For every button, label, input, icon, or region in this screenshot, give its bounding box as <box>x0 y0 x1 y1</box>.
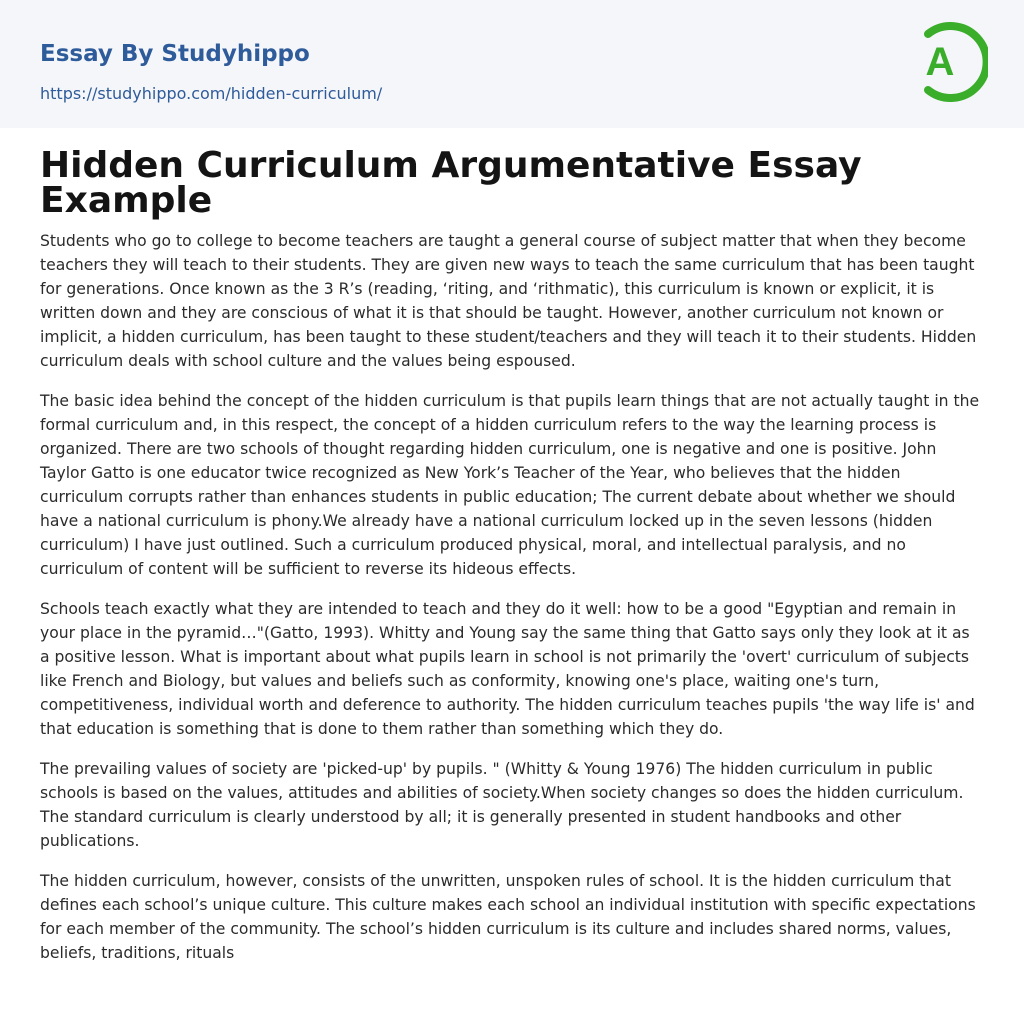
essay-paragraph: Schools teach exactly what they are intended to teach and they do it well: how to be a good "Egyptian and remain in your place in the pyramid…"(Gatto, 1993). Whitty and Young say the same thing that Gatto says only they look at it as a positive lesson. What is important about what pupils learn in school is not primarily the 'overt' curriculum of subjects like French and Biology, but values and beliefs such as conformity, knowing one's place, waiting one's turn, competitiveness, individual worth and deference to authority. The hidden curriculum teaches pupils 'the way life is' and that education is something that is done to them rather than something which they do. <box>40 600 975 738</box>
essay-paragraph: The prevailing values of society are 'picked-up' by pupils. " (Whitty & Young 1976) The hidden curriculum in public schools is based on the values, attitudes and abilities of society.When society changes so does the hidden curriculum. The standard curriculum is clearly understood by all; it is generally presented in student handbooks and other publications. <box>40 760 964 850</box>
essay-paragraph: The hidden curriculum, however, consists of the unwritten, unspoken rules of school. It is the hidden curriculum that defines each school’s unique culture. This culture makes each school an individual institution with specific expectations for each member of the community. The school’s hidden curriculum is its culture and includes shared norms, values, beliefs, traditions, rituals <box>40 872 976 962</box>
essay-title: Hidden Curriculum Argumentative Essay Example <box>40 145 862 221</box>
site-title[interactable]: Essay By Studyhippo <box>40 41 310 67</box>
site-header <box>0 0 1024 128</box>
circle-a-logo-icon[interactable] <box>910 18 988 106</box>
essay-url-link[interactable]: https://studyhippo.com/hidden-curriculum/ <box>40 84 383 103</box>
essay-paragraph: The basic idea behind the concept of the hidden curriculum is that pupils learn things that are not actually taught in the formal curriculum and, in this respect, the concept of a hidden curriculum refers to the way the learning process is organized. There are two schools of thought regarding hidden curriculum, one is negative and one is positive. John Taylor Gatto is one educator twice recognized as New York’s Teacher of the Year, who believes that the hidden curriculum corrupts rather than enhances students in public education; The current debate about whether we should have a national curriculum is phony.We already have a national curriculum locked up in the seven lessons (hidden curriculum) I have just outlined. Such a curriculum produced physical, moral, and intellectual paralysis, and no curriculum of content will be sufficient to reverse its hideous effects. <box>40 392 980 578</box>
essay-body <box>40 229 984 981</box>
essay-paragraph: Students who go to college to become teachers are taught a general course of subject matter that when they become teachers they will teach to their students. They are given new ways to teach the same curriculum that has been taught for generations. Once known as the 3 R’s (reading, ‘riting, and ‘rithmatic), this curriculum is known or explicit, it is written down and they are conscious of what it is that should be taught. However, another curriculum not known or implicit, a hidden curriculum, has been taught to these student/teachers and they will teach it to their students. Hidden curriculum deals with school culture and the values being espoused. <box>40 232 977 370</box>
logo-letter: A <box>925 40 955 84</box>
